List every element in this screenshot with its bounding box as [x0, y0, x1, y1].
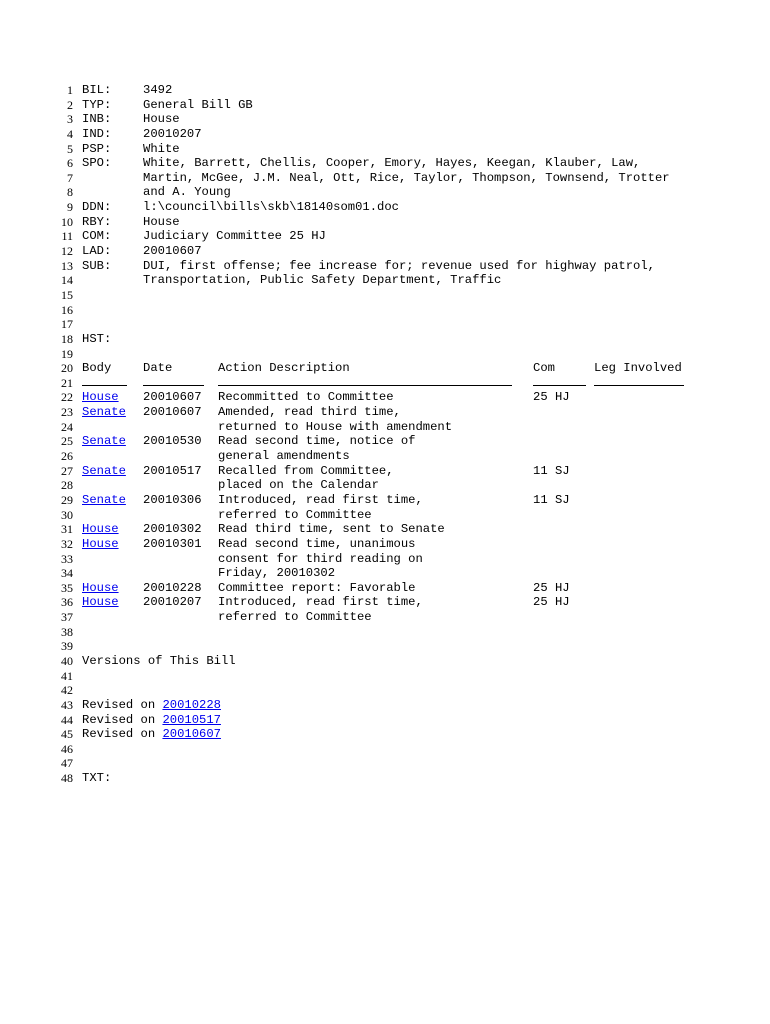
line-number: 3 [67, 112, 73, 127]
column-header-leg: Leg Involved [594, 361, 682, 376]
history-action: referred to Committee [218, 610, 372, 625]
history-action: Committee report: Favorable [218, 580, 416, 595]
line-number: 43 [61, 697, 73, 712]
line-number: 47 [61, 756, 73, 771]
bill-type-value: General Bill GB [143, 97, 253, 112]
introduced-body-label: INB: [82, 112, 112, 127]
document-line [0, 552, 770, 567]
version-prefix: Revised on [82, 712, 163, 727]
line-number: 31 [61, 522, 73, 537]
document-line [0, 390, 770, 405]
document-line [0, 83, 770, 98]
line-number: 1 [67, 83, 73, 97]
line-number: 17 [61, 317, 73, 332]
text-label: TXT: [82, 771, 112, 786]
history-body-link[interactable]: House [82, 390, 119, 405]
column-underline [533, 385, 586, 386]
document-line [0, 478, 770, 493]
document-line [0, 185, 770, 200]
document-line [0, 244, 770, 259]
document-line [0, 581, 770, 596]
document-line [0, 215, 770, 230]
document-line [0, 464, 770, 479]
line-number: 41 [61, 668, 73, 683]
document-line [0, 405, 770, 420]
sponsors-value: White, Barrett, Chellis, Cooper, Emory, Hayes, Keegan, Klauber, Law, [143, 156, 641, 171]
line-number: 19 [61, 346, 73, 361]
document-line [0, 273, 770, 288]
bill-number-value: 3492 [143, 83, 173, 97]
version-link[interactable]: 20010607 [162, 727, 221, 742]
history-action: Introduced, read first time, [218, 595, 423, 610]
history-action: consent for third reading on [218, 551, 423, 566]
line-number: 13 [61, 258, 73, 273]
document-line [0, 522, 770, 537]
line-number: 12 [61, 244, 73, 259]
history-action: returned to House with amendment [218, 419, 453, 434]
version-item [82, 698, 221, 713]
bill-type-label: TYP: [82, 97, 112, 112]
line-number: 5 [67, 141, 73, 156]
document-line [0, 610, 770, 625]
document-line [0, 259, 770, 274]
document-line [0, 654, 770, 669]
document-line [0, 713, 770, 728]
document-line [0, 756, 770, 771]
line-number: 28 [61, 478, 73, 493]
line-number: 30 [61, 507, 73, 522]
version-link[interactable]: 20010228 [162, 697, 221, 712]
document-line [0, 669, 770, 684]
committee-value: Judiciary Committee 25 HJ [143, 229, 326, 244]
document-line [0, 288, 770, 303]
last-action-date-label: LAD: [82, 244, 112, 259]
document-line [0, 595, 770, 610]
subject-value: Transportation, Public Safety Department, Traffic [143, 273, 502, 288]
line-number: 22 [61, 390, 73, 405]
document-line [0, 449, 770, 464]
primary-sponsor-label: PSP: [82, 141, 112, 156]
document-line [0, 420, 770, 435]
document-line [0, 317, 770, 332]
line-number: 8 [67, 185, 73, 200]
history-body-link[interactable]: Senate [82, 405, 126, 420]
history-body-link[interactable]: House [82, 536, 119, 551]
history-com: 25 HJ [533, 390, 570, 405]
history-action: Amended, read third time, [218, 405, 401, 420]
line-number: 4 [67, 126, 73, 141]
document-line [0, 112, 770, 127]
history-action: Read third time, sent to Senate [218, 522, 445, 537]
introduced-body-value: House [143, 112, 180, 127]
column-underline [218, 385, 512, 386]
history-date: 20010228 [143, 580, 202, 595]
history-body-link[interactable]: House [82, 595, 119, 610]
sponsors-value: and A. Young [143, 185, 231, 200]
document-line [0, 639, 770, 654]
column-header-com: Com [533, 361, 555, 376]
version-link[interactable]: 20010517 [162, 712, 221, 727]
document-line [0, 727, 770, 742]
line-number: 7 [67, 170, 73, 185]
line-number: 40 [61, 653, 73, 668]
column-header-date: Date [143, 361, 173, 376]
column-underline [594, 385, 684, 386]
history-date: 20010517 [143, 463, 202, 478]
received-by-value: House [143, 214, 180, 229]
introduced-date-label: IND: [82, 126, 112, 141]
sponsors-label: SPO: [82, 156, 112, 171]
history-action: Read second time, notice of [218, 434, 416, 449]
line-number: 25 [61, 434, 73, 449]
history-body-link[interactable]: Senate [82, 492, 126, 507]
subject-value: DUI, first offense; fee increase for; revenue used for highway patrol, [143, 258, 655, 273]
received-by-label: RBY: [82, 214, 112, 229]
line-number: 16 [61, 302, 73, 317]
line-number: 36 [61, 595, 73, 610]
history-action: Friday, 20010302 [218, 566, 336, 581]
document-line [0, 698, 770, 713]
line-number: 42 [61, 683, 73, 698]
document-line [0, 171, 770, 186]
history-date: 20010301 [143, 536, 202, 551]
history-body-link[interactable]: House [82, 580, 119, 595]
last-action-date-value: 20010607 [143, 244, 202, 259]
history-com: 25 HJ [533, 580, 570, 595]
history-body-link[interactable]: Senate [82, 434, 126, 449]
history-action: referred to Committee [218, 507, 372, 522]
line-number: 21 [61, 375, 73, 390]
line-number: 34 [61, 566, 73, 581]
line-number: 37 [61, 610, 73, 625]
committee-label: COM: [82, 229, 112, 244]
line-number: 9 [67, 200, 73, 215]
history-action: Introduced, read first time, [218, 492, 423, 507]
document-line [0, 683, 770, 698]
line-number: 35 [61, 580, 73, 595]
column-underline [82, 385, 127, 386]
line-number: 18 [61, 331, 73, 346]
line-number: 6 [67, 156, 73, 171]
document-line [0, 508, 770, 523]
line-number: 38 [61, 624, 73, 639]
document-line [0, 127, 770, 142]
bill-document [0, 83, 770, 786]
document-line [0, 434, 770, 449]
line-number: 14 [61, 273, 73, 288]
document-line [0, 537, 770, 552]
history-date: 20010302 [143, 522, 202, 537]
history-date: 20010607 [143, 390, 202, 405]
document-line [0, 376, 770, 391]
document-line [0, 361, 770, 376]
line-number: 10 [61, 214, 73, 229]
document-line [0, 200, 770, 215]
line-number: 26 [61, 449, 73, 464]
subject-label: SUB: [82, 258, 112, 273]
line-number: 2 [67, 97, 73, 112]
document-name-value: l:\council\bills\skb\18140som01.doc [143, 200, 399, 215]
document-line [0, 156, 770, 171]
line-number: 24 [61, 419, 73, 434]
history-label: HST: [82, 331, 112, 346]
history-date: 20010607 [143, 405, 202, 420]
line-number: 11 [61, 229, 73, 244]
version-item [82, 727, 221, 742]
line-number: 39 [61, 639, 73, 654]
sponsors-value: Martin, McGee, J.M. Neal, Ott, Rice, Taylor, Thompson, Townsend, Trotter [143, 170, 670, 185]
history-body-link[interactable]: Senate [82, 463, 126, 478]
history-action: placed on the Calendar [218, 478, 379, 493]
document-name-label: DDN: [82, 200, 112, 215]
version-prefix: Revised on [82, 727, 163, 742]
line-number: 33 [61, 551, 73, 566]
line-number: 29 [61, 492, 73, 507]
document-line [0, 142, 770, 157]
line-number: 32 [61, 536, 73, 551]
line-number: 45 [61, 727, 73, 742]
history-action: general amendments [218, 449, 350, 464]
line-number: 27 [61, 463, 73, 478]
versions-heading: Versions of This Bill [82, 653, 236, 668]
introduced-date-value: 20010207 [143, 126, 202, 141]
document-line [0, 98, 770, 113]
history-date: 20010306 [143, 492, 202, 507]
history-body-link[interactable]: House [82, 522, 119, 537]
document-line [0, 332, 770, 347]
history-date: 20010530 [143, 434, 202, 449]
version-prefix: Revised on [82, 697, 163, 712]
history-action: Recalled from Committee, [218, 463, 394, 478]
history-date: 20010207 [143, 595, 202, 610]
version-item [82, 713, 221, 728]
document-line [0, 229, 770, 244]
line-number: 20 [61, 361, 73, 376]
line-number: 46 [61, 741, 73, 756]
column-header-action: Action Description [218, 361, 350, 376]
document-line [0, 771, 770, 786]
history-com: 11 SJ [533, 492, 570, 507]
line-number: 23 [61, 405, 73, 420]
line-number: 15 [61, 287, 73, 302]
line-number: 44 [61, 712, 73, 727]
bill-number-label: BIL: [82, 83, 112, 97]
line-number: 48 [61, 771, 73, 786]
document-line [0, 347, 770, 362]
history-action: Recommitted to Committee [218, 390, 394, 405]
history-com: 11 SJ [533, 463, 570, 478]
document-line [0, 566, 770, 581]
document-line [0, 742, 770, 757]
document-line [0, 625, 770, 640]
document-line [0, 303, 770, 318]
primary-sponsor-value: White [143, 141, 180, 156]
history-action: Read second time, unanimous [218, 536, 416, 551]
column-underline [143, 385, 204, 386]
document-line [0, 493, 770, 508]
column-header-body: Body [82, 361, 112, 376]
history-com: 25 HJ [533, 595, 570, 610]
